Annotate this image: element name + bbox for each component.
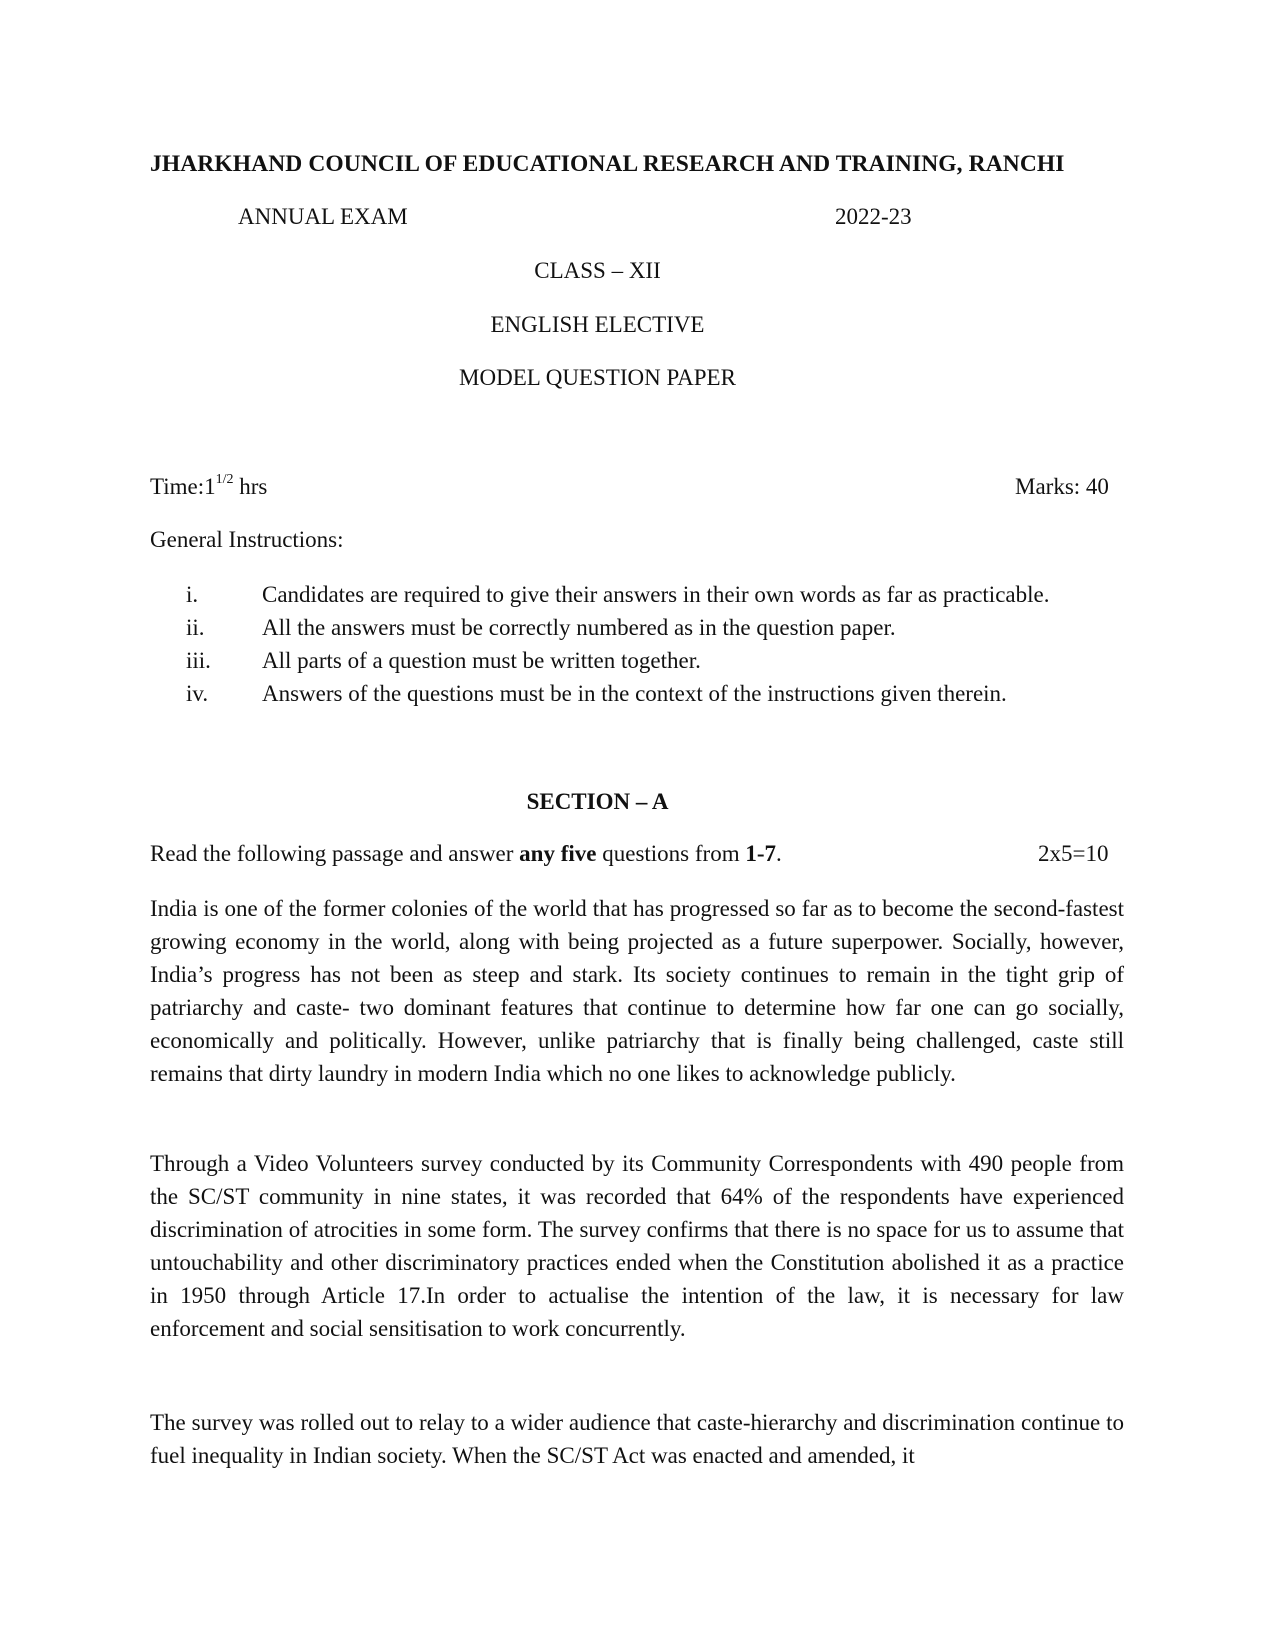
section-marks: 2x5=10: [1038, 841, 1109, 866]
instructions-list: [150, 578, 1150, 710]
instruction-number: iii.: [186, 648, 211, 673]
section-instruction-part1: Read the following passage and answer: [150, 841, 520, 866]
instructions-heading: General Instructions:: [150, 527, 344, 552]
passage-paragraph: India is one of the former colonies of the world that has progressed so far as to become the second-fastest growing economy in the world, along with being projected as a future superpower. Socially, however, India’s progress has not been as steep and stark. Its society continues to remain in the tight grip of patriarchy and caste- two dominant features that continue to determine how far one can go socially, economically and politically. However, unlike patriarchy that is finally being challenged, caste still remains that dirty laundry in modern India which no one likes to acknowledge publicly.: [150, 896, 1124, 1086]
instruction-text: All parts of a question must be written together.: [262, 648, 701, 673]
section-instruction-part2: questions from: [596, 841, 746, 866]
instruction-item: [150, 677, 1150, 710]
subject-label: ENGLISH ELECTIVE: [490, 312, 705, 337]
instruction-item: [150, 644, 1150, 677]
organization-title: JHARKHAND COUNCIL OF EDUCATIONAL RESEARCH AND TRAINING, RANCHI: [150, 151, 1065, 177]
instruction-item: [150, 578, 1150, 611]
total-marks: Marks: 40: [1015, 474, 1109, 499]
instruction-number: ii.: [186, 615, 205, 640]
section-title: SECTION – A: [526, 789, 669, 814]
time-suffix: hrs: [233, 474, 268, 499]
instruction-item: [150, 611, 1150, 644]
time-prefix: Time:1: [150, 474, 216, 499]
passage-paragraph: The survey was rolled out to relay to a wider audience that caste-hierarchy and discrimination continue to fuel inequality in Indian society. When the SC/ST Act was enacted and amended, it: [150, 1410, 1124, 1468]
paper-type-label: MODEL QUESTION PAPER: [459, 365, 736, 390]
instruction-number: i.: [186, 582, 199, 607]
exam-year: 2022-23: [835, 204, 912, 229]
time-allowed: [150, 472, 267, 502]
time-fraction: 1/2: [215, 472, 234, 488]
class-label: CLASS – XII: [534, 258, 661, 283]
instruction-text: All the answers must be correctly numbered as in the question paper.: [262, 615, 896, 640]
section-instruction-part3: .: [776, 841, 782, 866]
instruction-text: Candidates are required to give their answers in their own words as far as practicable.: [262, 582, 1050, 607]
instruction-text: Answers of the questions must be in the context of the instructions given therein.: [262, 681, 1007, 706]
section-instruction-bold2: 1-7: [745, 841, 777, 866]
passage-paragraph: Through a Video Volunteers survey conducted by its Community Correspondents with 490 people from the SC/ST community in nine states, it was recorded that 64% of the respondents have experienced discrimination of atrocities in some form. The survey confirms that there is no space for us to assume that untouchability and other discriminatory practices ended when the Constitution abolished it as a practice in 1950 through Article 17.In order to actualise the intention of the law, it is necessary for law enforcement and social sensitisation to work concurrently.: [150, 1151, 1124, 1341]
instruction-number: iv.: [186, 681, 209, 706]
section-instruction-bold1: any five: [519, 841, 597, 866]
section-instruction: [150, 839, 782, 869]
exam-name: ANNUAL EXAM: [238, 204, 408, 229]
